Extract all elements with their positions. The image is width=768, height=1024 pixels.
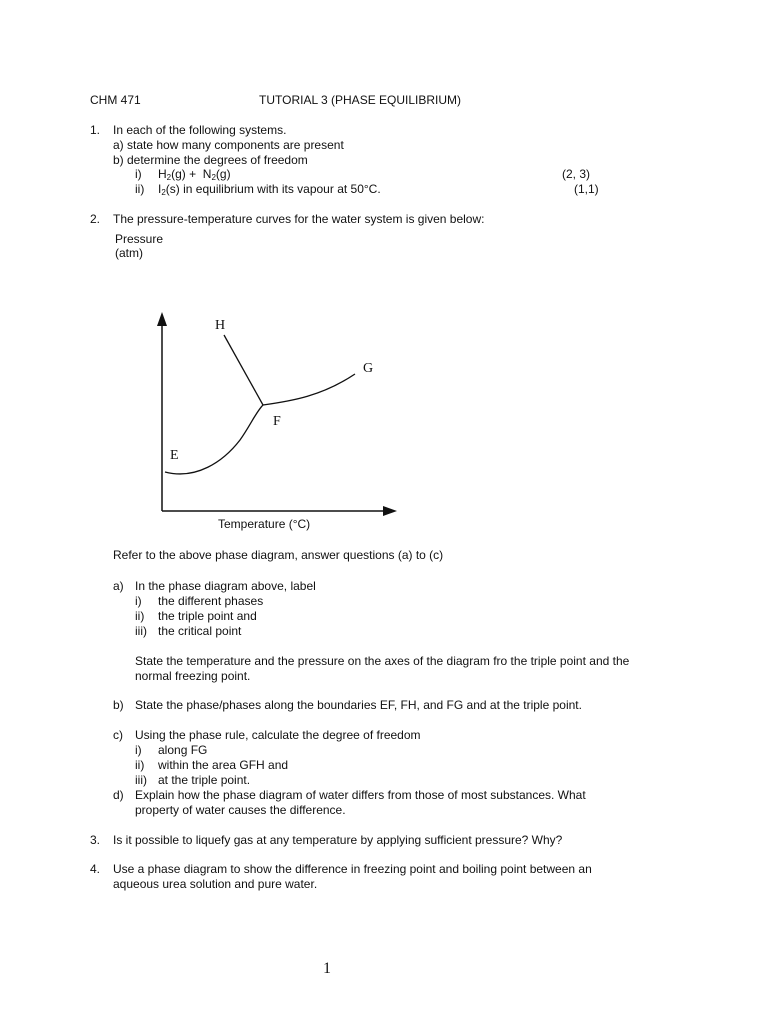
point-label-e: E (170, 448, 179, 463)
curve-fg (263, 374, 355, 405)
q3-text: Is it possible to liquefy gas at any temperature by applying sufficient pressure? Why? (113, 833, 563, 847)
q2c-item-1-text: along FG (158, 743, 208, 757)
q2a-item-1-text: the different phases (158, 594, 264, 608)
q2c-item-3-label: iii) (135, 773, 147, 787)
q1-item-i-formula: $H_2(g) + N_2(g)$ (158, 167, 231, 182)
q2a-item-3-label: iii) (135, 624, 147, 638)
q2c-item-2-text: within the area GFH and (158, 758, 289, 772)
q4-number: 4. (90, 862, 101, 876)
page-title: TUTORIAL 3 (PHASE EQUILIBRIUM) (259, 93, 462, 107)
curve-fh (224, 335, 263, 405)
curve-ef (165, 405, 263, 474)
q2c-item-1-label: i) (135, 743, 142, 757)
course-code: CHM 471 (90, 93, 141, 107)
q2a-paragraph-line-2: normal freezing point. (135, 669, 251, 683)
q2a-label: a) (113, 579, 124, 593)
q4-line-1: Use a phase diagram to show the difference in freezing point and boiling point between an (113, 862, 592, 876)
q3-number: 3. (90, 833, 101, 847)
q1-item-ii-text: (s) in equilibrium with its vapour at 50°C. (165, 182, 381, 196)
q2c-item-3-text: at the triple point. (158, 773, 251, 787)
x-axis-label: Temperature (°C) (218, 517, 311, 531)
x-axis (162, 506, 397, 516)
q1-part-b: b) determine the degrees of freedom (113, 153, 308, 167)
y-axis-unit: (atm) (115, 246, 143, 260)
q1-item-ii-formula: $I_2(s)$ in equilibrium with its vapour at 50°C. (158, 182, 381, 197)
point-label-f: F (273, 414, 281, 429)
y-axis (157, 312, 167, 511)
page-number: 1 (323, 960, 331, 977)
q2d-line-2: property of water causes the difference. (135, 803, 346, 817)
q1-item-i-label: i) (135, 167, 142, 181)
q2a-text: In the phase diagram above, label (135, 579, 316, 593)
q1-item-ii-label: ii) (135, 182, 145, 196)
q2d-label: d) (113, 788, 124, 802)
q2a-item-2-text: the triple point and (158, 609, 257, 623)
q1-part-a: a) state how many components are present (113, 138, 344, 152)
q2d-line-1: Explain how the phase diagram of water differs from those of most substances. What (135, 788, 586, 802)
q1-item-ii-answer: (1,1) (574, 182, 599, 196)
q2-number: 2. (90, 212, 101, 226)
q1-number: 1. (90, 123, 101, 137)
point-label-h: H (215, 318, 226, 333)
q1-item-i-answer: (2, 3) (562, 167, 591, 181)
q2a-item-3-text: the critical point (158, 624, 242, 638)
q2b-label: b) (113, 698, 124, 712)
q2-text: The pressure-temperature curves for the water system is given below: (113, 212, 485, 226)
q2c-label: c) (113, 728, 123, 742)
q2-refer-text: Refer to the above phase diagram, answer questions (a) to (c) (113, 548, 444, 562)
q2c-item-2-label: ii) (135, 758, 145, 772)
q2b-text: State the phase/phases along the boundaries EF, FH, and FG and at the triple point. (135, 698, 582, 712)
y-axis-label: Pressure (115, 232, 164, 246)
q2c-text: Using the phase rule, calculate the degree of freedom (135, 728, 421, 742)
q2a-item-2-label: ii) (135, 609, 145, 623)
q1-text: In each of the following systems. (113, 123, 287, 137)
q2a-item-1-label: i) (135, 594, 142, 608)
phase-diagram (0, 300, 768, 540)
q2a-paragraph-line-1: State the temperature and the pressure on the axes of the diagram fro the triple point and the (135, 654, 630, 668)
q4-line-2: aqueous urea solution and pure water. (113, 877, 318, 891)
point-label-g: G (363, 361, 374, 376)
